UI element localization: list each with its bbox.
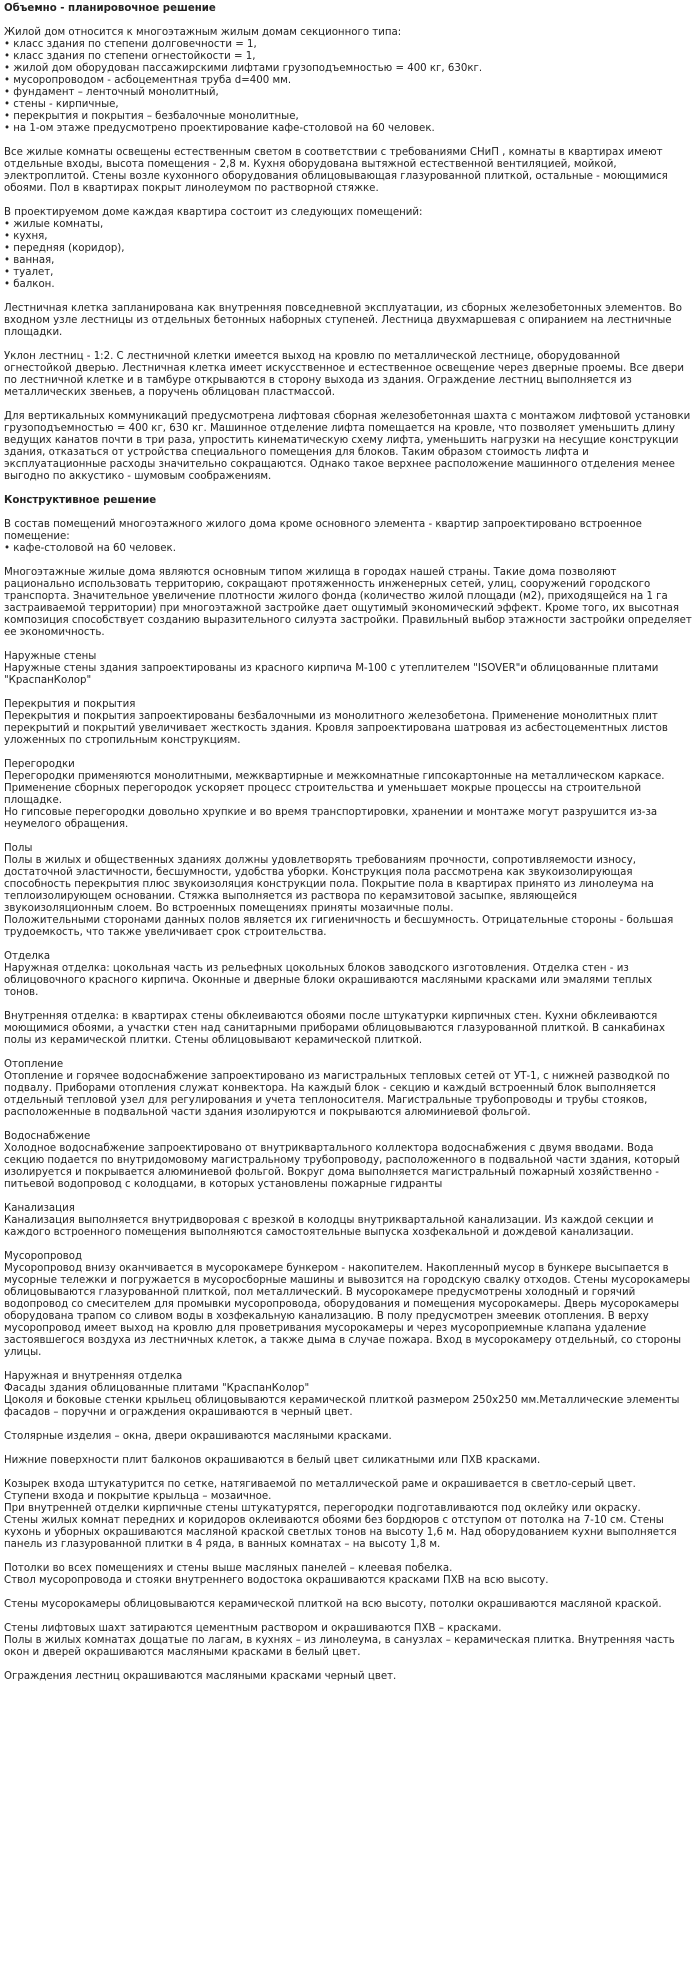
paragraph: Козырек входа штукатурится по сетке, натягиваемой по металлической раме и окрашивается в светло-серый цвет. Ступени входа и покрытие крыльца – мозаичное. При внутренней отделки кирпичные стены штукатурятся, перегородки подготавливаются под оклейку или окраску. Стены жилых комнат передних и коридоров оклеиваются обоями без бордюров с отступом от потолка на 7-10 см. Стены кухонь и уборных окрашиваются масляной краской светлых тонов на высоту 1,6 м. Над оборудованием кухни выполняется панель из глазурованной плитки в 4 ряда, в ванных комнатах – на высоту 1,8 м. — [4, 1479, 677, 1550]
paragraph: Отделка Наружная отделка: цокольная часть из рельефных цокольных блоков заводского изготовления. Отделка стен - из облицовочного красного кирпича. Оконные и дверные блоки окрашиваются масляными красками или эмалями теплых тонов. — [4, 951, 653, 998]
section-heading: Объемно - планировочное решение — [4, 3, 216, 14]
paragraph: Нижние поверхности плит балконов окрашиваются в белый цвет силикатными или ПХВ красками. — [4, 1455, 541, 1466]
paragraph: В проектируемом доме каждая квартира состоит из следующих помещений: • жилые комнаты, • кухня, • передняя (коридор), • ванная, • туалет, • балкон. — [4, 207, 423, 290]
paragraph: Наружные стены Наружные стены здания запроектированы из красного кирпича М-100 с утеплителем "ISOVER"и облицованные плитами "КраспанКолор" — [4, 651, 659, 686]
section-heading: Конструктивное решение — [4, 495, 157, 506]
paragraph: Стены мусорокамеры облицовываются керамической плиткой на всю высоту, потолки окрашиваются масляной краской. — [4, 1599, 662, 1610]
paragraph: Внутренняя отделка: в квартирах стены обклеиваются обоями после штукатурки кирпичных стен. Кухни обклеиваются моющимися обоями, а участки стен над санитарными приборами облицовываются глазурованной плиткой. В санкабинах полы из керамической плитки. Стены облицовывают керамической плиткой. — [4, 1011, 666, 1046]
paragraph: Все жилые комнаты освещены естественным светом в соответствии с требованиями СНиП , комнаты в квартирах имеют отдельные входы, высота помещения - 2,8 м. Кухня оборудована вытяжной естественной вентиляцией, мойкой, электроплитой. Стены возле кухонного оборудования облицовывающая глазурованной плиткой, остальные - моющимися обоями. Пол в квартирах покрыт линолеумом по растворной стяжке. — [4, 147, 668, 194]
paragraph: Отопление Отопление и горячее водоснабжение запроектировано из магистральных тепловых сетей от УТ-1, с нижней разводкой по подвалу. Приборами отопления служат конвектора. На каждый блок - секцию и каждый встроенный блок выполняется отдельный тепловой узел для регулирования и учета теплоносителя. Магистральные трубопроводы и трубы стояков, расположенные в подвальной части здания изолируются и покрываются алюминиевой фольгой. — [4, 1059, 670, 1118]
paragraph: Лестничная клетка запланирована как внутренняя повседневной эксплуатации, из сборных железобетонных элементов. Во входном узле лестницы из отдельных бетонных наборных ступеней. Лестница двухмаршевая с опиранием на лестничные площадки. — [4, 303, 682, 338]
paragraph: Перегородки Перегородки применяются монолитными, межквартирные и межкомнатные гипсокартонные на металлическом каркасе. Применение сборных перегородок ускоряет процесс строительства и уменьшает мокрые процессы на строительной площадке. Но гипсовые перегородки довольно хрупкие и во время транспортировки, хранении и монтаже могут разрушится из-за неумелого обращения. — [4, 759, 665, 830]
paragraph: Для вертикальных коммуникаций предусмотрена лифтовая сборная железобетонная шахта с монтажом лифтовой установки грузоподъемностью = 400 кг, 630 кг. Машинное отделение лифта помещается на кровле, что позволяет уменьшить длину ведущих канатов почти в три раза, упростить кинематическую схему лифта, уменьшить нагрузки на несущие конструкции здания, отказаться от устройства специального помещения для блоков. Таким образом стоимость лифта и эксплуатационные расходы значительно сокращаются. Однако такое верхнее расположение машинного отделения менее выгодно по аккустико - шумовым соображениям. — [4, 411, 691, 482]
paragraph: Канализация Канализация выполняется внутридворовая с врезкой в колодцы внутриквартальной канализации. Из каждой секции и каждого встроенного помещения выполняются самостоятельные выпуска хозфекальной и дождевой канализации. — [4, 1203, 654, 1238]
paragraph: Потолки во всех помещениях и стены выше масляных панелей – клеевая побелка. Ствол мусоропровода и стояки внутреннего водостока окрашиваются красками ПХВ на всю высоту. — [4, 1563, 549, 1586]
paragraph: Столярные изделия – окна, двери окрашиваются масляными красками. — [4, 1431, 392, 1442]
paragraph: Водоснабжение Холодное водоснабжение запроектировано от внутриквартального коллектора водоснабжения с двумя вводами. Вода секцию подается по внутридомовому магистральному трубопроводу, расположенного в подвальной части здания, который изолируется и покрывается алюминиевой фольгой. Вокруг дома выполняется магистральный пожарный хозяйственно - питьевой водопровод с колодцами, в которых установлены пожарные гидранты — [4, 1131, 680, 1190]
paragraph: Мусоропровод Мусоропровод внизу оканчивается в мусорокамере бункером - накопителем. Накопленный мусор в бункере высыпается в мусорные тележки и погружается в мусоросборные машины и вывозится на городскую свалку отходов. Стены мусорокамеры облицовываются глазурованной плиткой, пол металлический. В мусорокамере предусмотрены холодный и горячий водопровод со смесителем для промывки мусоропровода, оборудования и помещения мусорокамеры. Дверь мусорокамеры оборудована трапом со сливом воды в хозфекальную канализацию. В полу предусмотрен змеевик отопления. В верху мусоропровод имеет выход на кровлю для проветривания мусорокамеры и через мусороприемные клапана удаление застоявшегося воздуха из лестничных клеток, а также дыма в случае пожара. Вход в мусорокамеру отдельный, со стороны улицы. — [4, 1251, 691, 1358]
paragraph: Ограждения лестниц окрашиваются масляными красками черный цвет. — [4, 1671, 397, 1682]
paragraph: Наружная и внутренняя отделка Фасады здания облицованные плитами "КраспанКолор" Цоколя и боковые стенки крыльец облицовываются керамической плиткой размером 250х250 мм.Металлические элементы фасадов – поручни и ограждения окрашиваются в черный цвет. — [4, 1371, 680, 1418]
paragraph: Уклон лестниц - 1:2. С лестничной клетки имеется выход на кровлю по металлической лестнице, оборудованной огнестойкой дверью. Лестничная клетка имеет искусственное и естественное освещение через дверные проемы. Все двери по лестничной клетке и в тамбуре открываются в сторону выхода из здания. Ограждение лестниц выполняется из металлических звеньев, а поручень облицован пластмассой. — [4, 351, 684, 398]
paragraph: Полы Полы в жилых и общественных зданиях должны удовлетворять требованиям прочности, сопротивляемости износу, достаточной эластичности, бесшумности, удобства уборки. Конструкция пола рассмотрена как звукоизолирующая способность перекрытия плюс звукоизоляция конструкции пола. Покрытие пола в квартирах принято из линолеума на теплоизолирующем основании. Стяжка выполняется из раствора по керамзитовой засыпке, являющейся звукоизоляционным слоем. Во встроенных помещениях приняты мозаичные полы. Положительными сторонами данных полов является их гигиеничность и бесшумность. Отрицательные стороны - большая трудоемкость, что также увеличивает срок строительства. — [4, 843, 674, 938]
paragraph: Жилой дом относится к многоэтажным жилым домам секционного типа: • класс здания по степени долговечности = 1, • класс здания по степени огнестойкости = 1, • жилой дом оборудован пассажирскими лифтами грузоподъемностью = 400 кг, 630кг. • мусоропроводом - асбоцементная труба d=400 мм. • фундамент – ленточный монолитный, • стены - кирпичные, • перекрытия и покрытия – безбалочные монолитные, • на 1-ом этаже предусмотрено проектирование кафе-столовой на 60 человек. — [4, 27, 483, 134]
paragraph: В состав помещений многоэтажного жилого дома кроме основного элемента - квартир запроектировано встроенное помещение: • кафе-столовой на 60 человек. — [4, 519, 642, 554]
paragraph: Многоэтажные жилые дома являются основным типом жилища в городах нашей страны. Такие дома позволяют рационально использовать территорию, сокращают протяженность инженерных сетей, улиц, сооружений городского транспорта. Значительное увеличение плотности жилого фонда (количество жилой площади (м2), приходящейся на 1 га застраиваемой территории) при многоэтажной застройке дает ощутимый экономический эффект. Кроме того, их высотная композиция способствует созданию выразительного силуэта застройки. Правильный выбор этажности застройки определяет ее экономичность. — [4, 567, 692, 638]
paragraph: Перекрытия и покрытия Перекрытия и покрытия запроектированы безбалочными из монолитного железобетона. Применение монолитных плит перекрытий и покрытий увеличивает жесткость здания. Кровля запроектирована шатровая из асбестоцементных листов уложенных по стропильным конструкциям. — [4, 699, 668, 746]
paragraph: Стены лифтовых шахт затираются цементным раствором и окрашиваются ПХВ – красками. Полы в жилых комнатах дощатые по лагам, в кухнях – из линолеума, в санузлах – керамическая плитка. Внутренняя часть окон и дверей окрашиваются масляными красками в белый цвет. — [4, 1623, 675, 1658]
